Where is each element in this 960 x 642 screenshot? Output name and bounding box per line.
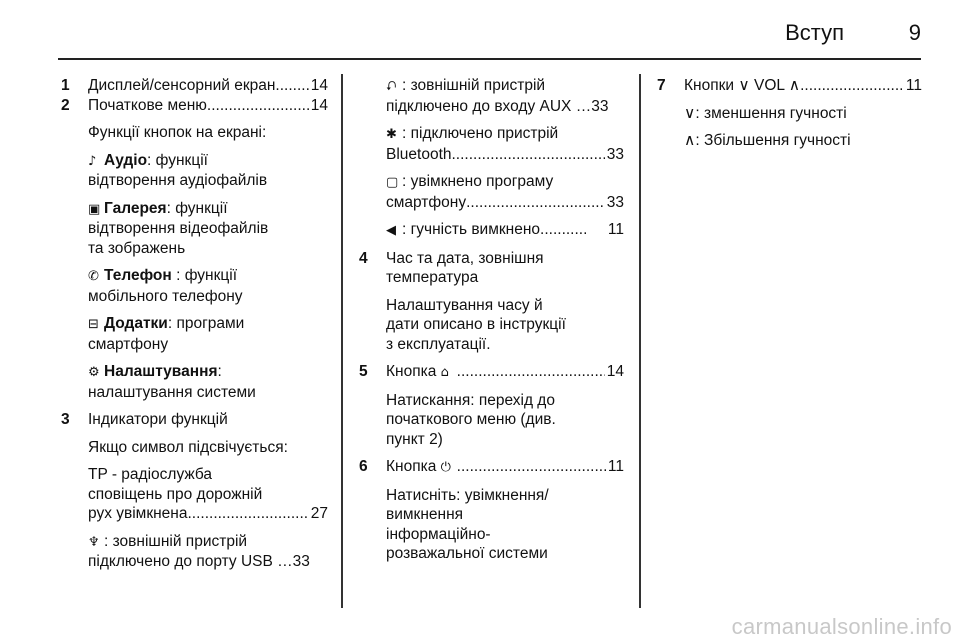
gallery-entry: ▣ Галерея: функції відтворення відеофайлів та зображень — [88, 199, 269, 257]
time-note: Налаштування часу й дати описано в інструкції з експлуатації. — [386, 296, 566, 353]
projection-entry: ▢ : увімкнено програму смартфону ..... 33 — [386, 172, 624, 212]
page-reference: 14 — [310, 96, 328, 114]
page-reference: 14 — [310, 77, 328, 94]
page-reference: 11 — [905, 77, 922, 94]
usb-entry: ♆ : зовнішній пристрій підключено до порту USB …33 — [88, 532, 310, 570]
gallery-icon: ▣ — [88, 201, 101, 217]
funcs-intro: Функції кнопок на екрані: — [88, 124, 267, 141]
column-1 — [58, 76, 328, 572]
item-number: 4 — [359, 249, 368, 267]
item-number: 7 — [657, 77, 666, 94]
column-divider-1 — [341, 74, 343, 608]
gear-icon: ⚙ — [88, 365, 100, 380]
item-text: Кнопки ∨ VOL ∧ — [684, 77, 801, 94]
list-item-6: 6 Кнопка ⏻ ..... 11 Натисніть: увімкнення/ вимкнення інформаційно- розважальної системи — [356, 457, 624, 564]
item-text: Індикатори функцій — [88, 411, 228, 428]
page-number: 9 — [908, 20, 921, 45]
mute-entry: ◀ : гучність вимкнено ........... 11 — [386, 220, 624, 241]
page-reference: 27 — [310, 505, 328, 522]
settings-entry: ⚙ Налаштування: налаштування системи — [88, 363, 256, 401]
page-reference: 33 — [606, 193, 624, 211]
home-note: Натискання: перехід до початкового меню (див. пункт 2) — [386, 391, 556, 448]
item-number: 1 — [61, 77, 70, 94]
aux-icon: ⮏ — [386, 79, 397, 94]
item-number: 5 — [359, 363, 368, 380]
list-item-7 — [654, 76, 922, 151]
column-3 — [654, 76, 922, 151]
item-text: Початкове меню — [88, 96, 207, 114]
volume-up-note: ∧: Збільшення гучності — [684, 132, 851, 149]
bluetooth-entry: ✱ : підключено пристрій Bluetooth ..... 33 — [386, 124, 624, 164]
aux-entry: ⮏ : зовнішній пристрій підключено до входу AUX …33 ✱ : підключено пристрій Bluetooth ..... 33 ▢ : увімкнено програму смартфону ..... 33 ◀ : гучність вимкнено ........... 11 — [356, 76, 624, 241]
item-text: Дисплей/сенсорний екран — [88, 77, 276, 94]
item-number: 3 — [61, 411, 70, 428]
lit-intro: Якщо символ підсвічується: — [88, 438, 288, 456]
page-reference: 14 — [606, 363, 624, 380]
bluetooth-icon: ✱ — [386, 127, 397, 142]
phone-entry: ✆ Телефон : функції мобільного телефону — [88, 267, 243, 305]
audio-entry: ♪ Аудіо: функції відтворення аудіофайлів — [88, 151, 268, 189]
header-divider — [58, 58, 921, 60]
volume-down-note: ∨: зменшення гучності — [684, 104, 847, 122]
item-number: 6 — [359, 458, 368, 475]
watermark: carmanualsonline.info — [731, 614, 952, 639]
column-2 — [356, 76, 624, 564]
page-reference: 33 — [292, 553, 310, 570]
music-note-icon: ♪ — [88, 153, 97, 169]
apps-entry: ⊟ Додатки: програми смартфону — [88, 315, 245, 353]
item-number: 2 — [61, 96, 70, 114]
list-item-3 — [58, 410, 328, 572]
page-reference: 11 — [607, 221, 624, 238]
usb-icon: ♆ — [88, 534, 100, 550]
list-item-4: 4 Час та дата, зовнішня температура Налаштування часу й дати описано в інструкції з експлуатації. — [356, 249, 624, 355]
page-reference: 11 — [607, 458, 624, 475]
apps-icon: ⊟ — [88, 317, 99, 332]
tp-entry: TP - радіослужба сповіщень про дорожній рух увімкнена ..... 27 — [88, 465, 328, 524]
list-item-2 — [58, 96, 328, 403]
list-item-1 — [58, 76, 328, 96]
list-item-5: 5 Кнопка ⌂ ..... 14 Натискання: перехід до початкового меню (див. пункт 2) — [356, 362, 624, 449]
page-header-title: Вступ — [785, 20, 844, 45]
page-reference: 33 — [591, 97, 609, 115]
power-icon: ⏻ — [440, 460, 451, 475]
column-divider-2 — [639, 74, 641, 608]
smartphone-projection-icon: ▢ — [386, 175, 399, 190]
mute-icon: ◀ — [386, 223, 396, 238]
phone-icon: ✆ — [88, 269, 99, 284]
page-reference: 33 — [606, 145, 624, 163]
home-icon: ⌂ — [440, 365, 449, 380]
power-note: Натисніть: увімкнення/ вимкнення інформаційно- розважальної системи — [386, 486, 549, 562]
